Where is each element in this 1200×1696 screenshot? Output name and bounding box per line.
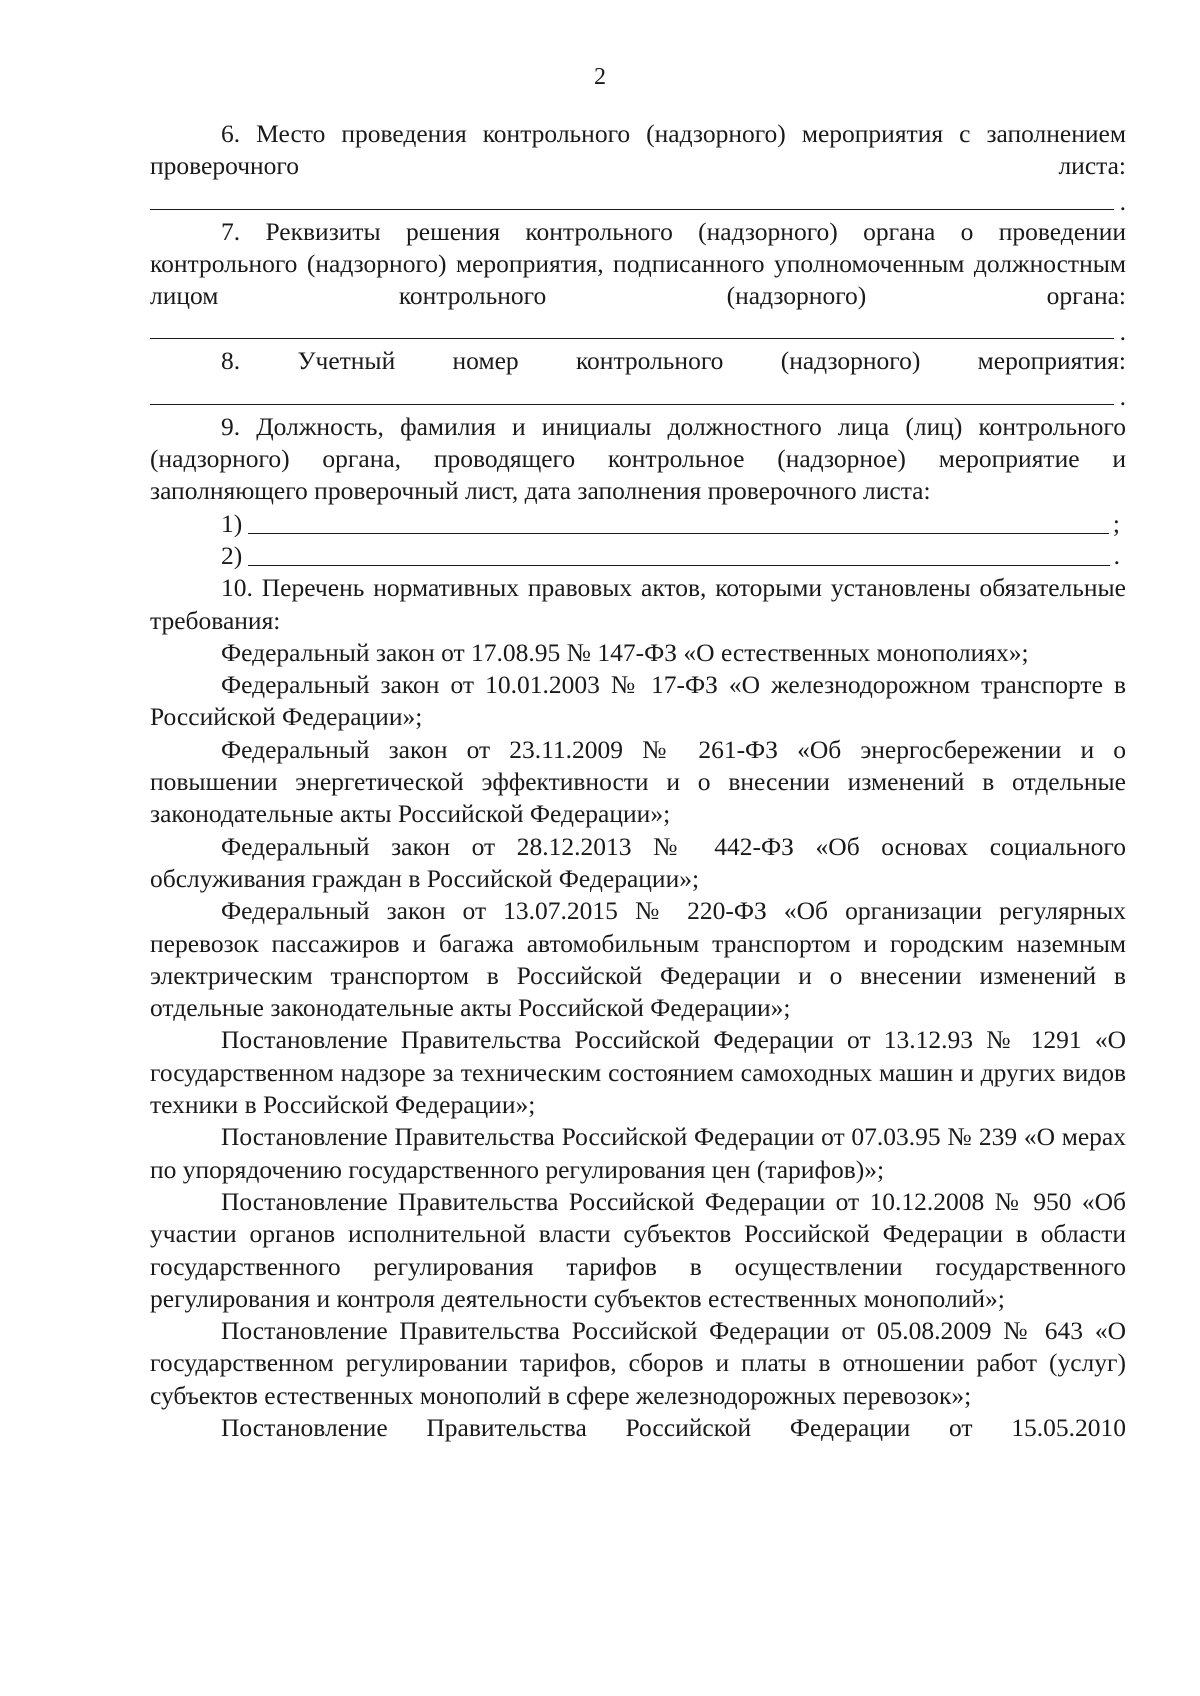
item-8-end: . bbox=[1119, 382, 1126, 412]
act-2: Федеральный закон от 10.01.2003 № 17-ФЗ «О железнодорожном транспорте в Российской Федерации»; bbox=[150, 670, 1126, 732]
page-number: 2 bbox=[594, 64, 606, 90]
item-9-line-1-end: ; bbox=[1112, 508, 1120, 538]
item-10-text: 10. Перечень нормативных правовых актов, которыми установлены обязательные требования: bbox=[150, 573, 1126, 635]
item-9-line-2-blank bbox=[248, 545, 1109, 566]
item-9-line-2-end: . bbox=[1113, 540, 1120, 570]
item-7-fill-line bbox=[150, 312, 1126, 346]
item-9-line-1-blank bbox=[248, 513, 1109, 534]
item-8-fill-line bbox=[150, 378, 1126, 412]
act-1: Федеральный закон от 17.08.95 № 147-ФЗ «О естественных монополиях»; bbox=[221, 637, 1029, 667]
act-5: Федеральный закон от 13.07.2015 № 220-ФЗ «Об организации регулярных перевозок пассажиров и багажа автомобильным транспортом и городским наземным электрическим транспортом в Российской Федерации и о внесении изменений в отдельные законодательные акты Российской Федерации»; bbox=[150, 896, 1126, 1023]
item-6-end: . bbox=[1119, 187, 1126, 217]
act-4: Федеральный закон от 28.12.2013 № 442-ФЗ «Об основах социального обслуживания граждан в Российской Федерации»; bbox=[150, 831, 1126, 893]
act-7: Постановление Правительства Российской Федерации от 07.03.95 № 239 «О мерах по упорядочению государственного регулирования цен (тарифов)»; bbox=[150, 1122, 1126, 1184]
item-8-text: 8. Учетный номер контрольного (надзорного) мероприятия: bbox=[221, 346, 1126, 376]
item-9-line-2 bbox=[221, 540, 1126, 572]
item-7-text: 7. Реквизиты решения контрольного (надзорного) органа о проведении контрольного (надзорного) мероприятия, подписанного уполномоченным должностным лицом контрольного (надзорного) органа: bbox=[150, 216, 1126, 311]
item-7-end: . bbox=[1119, 316, 1126, 346]
act-9: Постановление Правительства Российской Федерации от 05.08.2009 № 643 «О государственном регулировании тарифов, сборов и платы в отношении работ (услуг) субъектов естественных монополий в сфере железнодорожных перевозок»; bbox=[150, 1316, 1126, 1410]
item-6-fill-line bbox=[150, 183, 1126, 217]
act-10: Постановление Правительства Российской Федерации от 15.05.2010 bbox=[221, 1412, 1126, 1442]
item-9-text: 9. Должность, фамилия и инициалы должностного лица (лиц) контрольного (надзорного) органа, проводящего контрольное (надзорное) мероприятие и заполняющего проверочный лист, дата заполнения проверочного листа: bbox=[150, 411, 1126, 506]
document-body bbox=[150, 118, 1126, 1444]
item-9-line-1-label: 1) bbox=[221, 508, 243, 538]
item-9-line-1 bbox=[221, 508, 1126, 540]
act-3: Федеральный закон от 23.11.2009 № 261-ФЗ «Об энергосбережении и о повышении энергетической эффективности и о внесении изменений в отдельные законодательные акты Российской Федерации»; bbox=[150, 734, 1126, 829]
item-6-text: 6. Место проведения контрольного (надзорного) мероприятия с заполнением проверочного листа: bbox=[150, 119, 1126, 181]
act-6: Постановление Правительства Российской Федерации от 13.12.93 № 1291 «О государственном надзоре за техническим состоянием самоходных машин и других видов техники в Российской Федерации»; bbox=[150, 1025, 1126, 1120]
item-9-line-2-label: 2) bbox=[221, 540, 243, 570]
act-8: Постановление Правительства Российской Федерации от 10.12.2008 № 950 «Об участии органов исполнительной власти субъектов Российской Федерации в области государственного регулирования тарифов в осуществлении государственного регулирования и контроля деятельности субъектов естественных монополий»; bbox=[150, 1186, 1126, 1313]
